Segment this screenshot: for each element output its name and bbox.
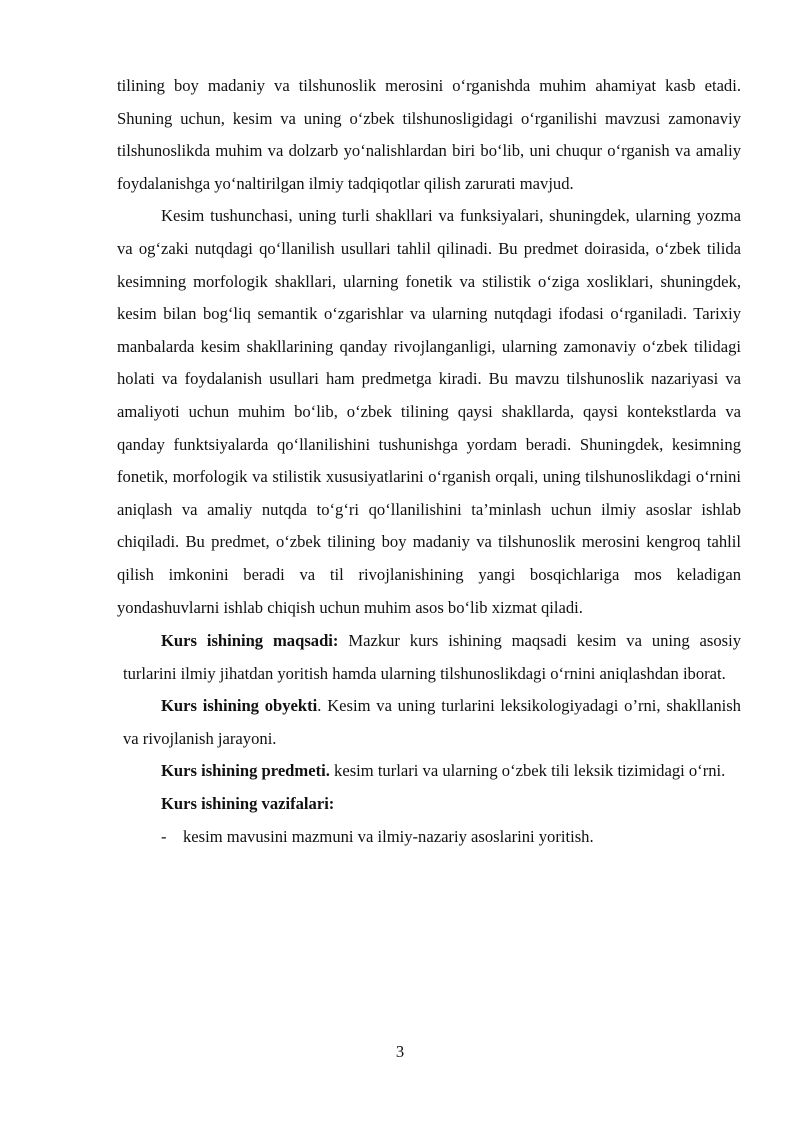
section-subject-text: kesim turlari va ularning o‘zbek tili leksik tizimidagi o‘rni.	[329, 761, 726, 781]
section-goal	[117, 625, 741, 690]
paragraph-subject-description: Kesim tushunchasi, uning turli shakllari va funksiyalari, shuningdek, ularning yozma va og‘zaki nutqdagi qo‘llanilish usullari tahlil qilinadi. Bu predmet doirasida, o‘zbek tilida kesimning morfologik shakllari, ularning fonetik va stilistik o‘ziga xosliklari, shuningdek, kesim bilan bog‘liq semantik o‘zgarishlar va ularning nutqdagi ifodasi o‘rganiladi. Tarixiy manbalarda kesim shakllarining qanday rivojlanganligi, ularning zamonaviy o‘zbek tilidagi holati va foydalanish usullari ham predmetga kiradi. Bu mavzu tilshunoslik nazariyasi va amaliyoti uchun muhim bo‘lib, o‘zbek tilining qaysi shakllarda, qaysi kontekstlarda va qanday funktsiyalarda qo‘llanilishini tushunishga yordam beradi. Shuningdek, kesimning fonetik, morfologik va stilistik xususiyatlarini o‘rganish orqali, uning tilshunoslikdagi o‘rnini aniqlash va amaliy nutqda to‘g‘ri qo‘llanilishini ta’minlash uchun ilmiy asoslar ishlab chiqiladi. Bu predmet, o‘zbek tilining boy madaniy va tilshunoslik merosini kengroq tahlil qilish imkonini beradi va til rivojlanishining yangi bosqichlariga mos keladigan yondashuvlarni ishlab chiqish uchun muhim asos bo‘lib xizmat qiladi.	[117, 206, 741, 617]
section-goal-text: Mazkur kurs ishining maqsadi kesim va uning asosiy turlarini ilmiy jihatdan yoritish hamda ularning tilshunoslikdagi o‘rnini aniqlashdan iborat.	[123, 631, 741, 683]
paragraph-continuation: tilining boy madaniy va tilshunoslik merosini o‘rganishda muhim ahamiyat kasb etadi. Shuning uchun, kesim va uning o‘zbek tilshunosligidagi o‘rganilishi mavzusi zamonaviy tilshunoslikda muhim va dolzarb yo‘nalishlardan biri bo‘lib, uni chuqur o‘rganish va amaliy foydalanishga yo‘naltirilgan ilmiy tadqiqotlar qilish zarurati mavjud.	[117, 76, 741, 193]
section-object-label: Kurs ishining obyekti	[161, 696, 318, 716]
page-number: 3	[395, 1042, 405, 1061]
section-subject-label: Kurs ishining predmeti.	[161, 761, 330, 781]
section-goal-label: Kurs ishining maqsadi:	[161, 631, 339, 651]
section-object	[117, 690, 741, 755]
document-page	[117, 70, 741, 853]
section-tasks	[117, 788, 741, 821]
section-tasks-label: Kurs ishining vazifalari:	[161, 794, 335, 814]
list-bullet-dash: -	[161, 826, 167, 846]
section-object-text: . Kesim va uning turlarini leksikologiyadagi o’rni, shakllanish va rivojlanish jarayoni.	[123, 696, 741, 748]
section-subject	[117, 755, 741, 788]
list-item-text: kesim mavusini mazmuni va ilmiy-nazariy asoslarini yoritish.	[183, 826, 594, 846]
list-item	[117, 821, 741, 854]
